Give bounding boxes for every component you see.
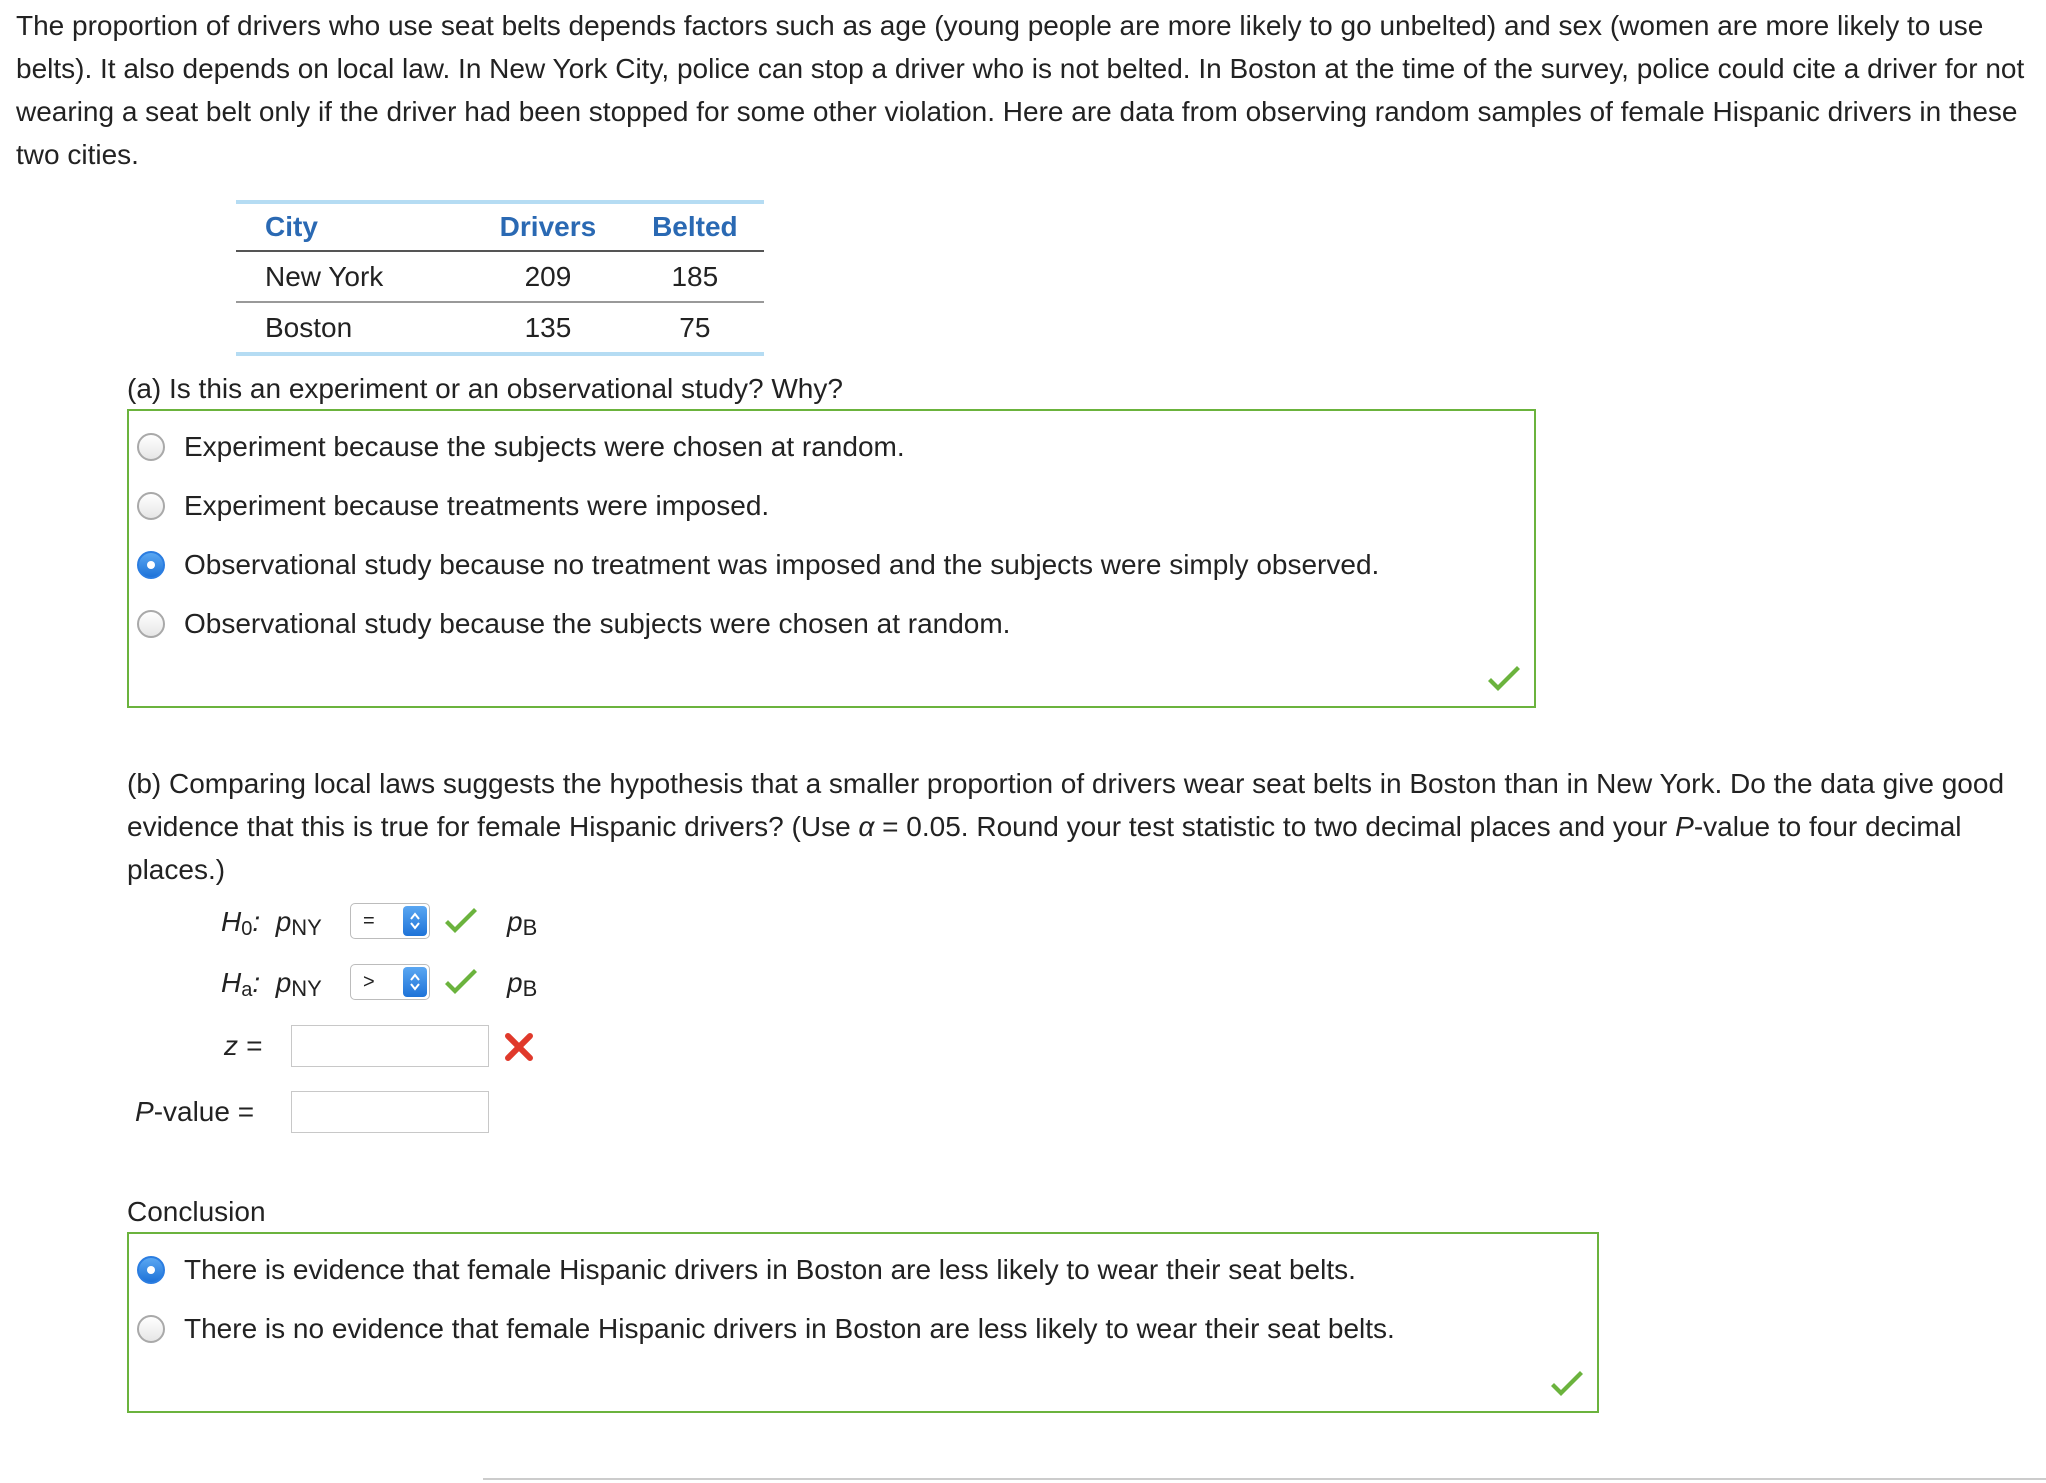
part-a-option-2[interactable] — [137, 488, 769, 524]
h0-rhs-subscript: B — [522, 915, 538, 940]
option-label: Observational study because the subjects were chosen at random. — [184, 608, 1011, 639]
part-a-answer-box — [127, 409, 1536, 708]
part-b-question-text-2: = 0.05. Round your test statistic to two decimal places and your — [874, 811, 1676, 842]
data-table — [236, 200, 764, 356]
option-label: Experiment because treatments were imposed. — [184, 490, 770, 521]
ha-lhs: p — [275, 967, 292, 998]
h0-lhs-subscript: NY — [291, 915, 322, 940]
table-cell: Boston — [265, 311, 353, 343]
table-row — [236, 251, 764, 302]
part-a-option-4[interactable] — [137, 606, 1010, 642]
option-label: There is no evidence that female Hispanic drivers in Boston are less likely to wear their seat belts. — [184, 1313, 1395, 1344]
ha-rhs-subscript: B — [522, 976, 538, 1001]
part-a-option-1[interactable] — [137, 429, 905, 465]
cross-icon — [504, 1032, 534, 1062]
divider — [483, 1478, 2046, 1480]
alpha-symbol: α — [858, 811, 875, 842]
h0-rhs-letter: p — [507, 906, 523, 937]
chevron-updown-icon — [403, 967, 427, 997]
h0-lhs: p — [275, 906, 292, 937]
table-row — [236, 302, 764, 354]
ha-lhs-subscript: NY — [291, 976, 322, 1001]
radio-button[interactable] — [137, 610, 165, 638]
table-cell: 185 — [626, 251, 764, 302]
check-icon — [443, 968, 479, 998]
check-icon — [1486, 665, 1522, 695]
z-label — [224, 1028, 262, 1064]
part-a-option-3[interactable] — [137, 547, 1379, 583]
ha-operator-select[interactable] — [350, 964, 430, 1000]
p-italic: P — [1675, 811, 1694, 842]
conclusion-option-1[interactable] — [137, 1252, 1356, 1288]
table-cell: 135 — [524, 311, 572, 343]
conclusion-option-2[interactable] — [137, 1311, 1395, 1347]
table-cell: New York — [236, 251, 470, 302]
ha-rhs-letter: p — [507, 967, 523, 998]
column-header-drivers: Drivers — [470, 202, 626, 251]
option-label: Experiment because the subjects were chosen at random. — [184, 431, 905, 462]
check-icon — [443, 907, 479, 937]
h0-operator-select[interactable] — [350, 903, 430, 939]
table-cell: 209 — [470, 251, 626, 302]
ha-operator-value: > — [363, 970, 375, 993]
part-a-question: (a) Is this an experiment or an observational study? Why? — [127, 373, 843, 404]
table-cell: 75 — [679, 311, 711, 343]
radio-button[interactable] — [137, 492, 165, 520]
p-value-input[interactable] — [291, 1091, 489, 1133]
option-label: There is evidence that female Hispanic drivers in Boston are less likely to wear their seat belts. — [184, 1254, 1356, 1285]
problem-statement: The proportion of drivers who use seat belts depends factors such as age (young people are more likely to go unbelted) and sex (women are more likely to use belts). It also depends on local law. In New York City, police can stop a driver who is not belted. In Boston at the time of the survey, police could cite a driver for not wearing a seat belt only if the driver had been stopped for some other violation. Here are data from observing random samples of female Hispanic drivers in these two cities. — [16, 10, 2025, 170]
conclusion-title: Conclusion — [127, 1196, 266, 1227]
ha-label: $H_a$: pNY — [221, 967, 322, 1001]
conclusion-answer-box — [127, 1232, 1599, 1413]
ha-letter: H — [221, 967, 242, 998]
p-value-label-text: -value = — [153, 1096, 255, 1127]
chevron-updown-icon — [403, 906, 427, 936]
h0-subscript: 0 — [241, 918, 253, 940]
check-icon — [1549, 1370, 1585, 1400]
ha-rhs — [507, 965, 537, 1007]
table-header-row — [236, 202, 764, 251]
column-header-belted: Belted — [626, 202, 764, 251]
part-b-question — [127, 762, 2027, 891]
part-b-question-text-3: -value to four decimal places.) — [127, 811, 1962, 885]
radio-button-selected[interactable] — [137, 1256, 165, 1284]
p-value-label — [135, 1094, 254, 1130]
radio-button[interactable] — [137, 1315, 165, 1343]
radio-button-selected[interactable] — [137, 551, 165, 579]
ha-subscript: a — [241, 979, 253, 1001]
radio-button[interactable] — [137, 433, 165, 461]
h0-rhs — [507, 904, 537, 946]
h0-label: $H_0$: pNY — [221, 906, 322, 940]
option-label: Observational study because no treatment was imposed and the subjects were simply observed. — [184, 549, 1380, 580]
p-value-label-italic: P — [135, 1096, 154, 1127]
column-header-city: City — [236, 202, 470, 251]
h0-operator-value: = — [363, 909, 375, 932]
h0-letter: H — [221, 906, 242, 937]
z-input[interactable] — [291, 1025, 489, 1067]
part-b-question-text-1: (b) Comparing local laws suggests the hypothesis that a smaller proportion of drivers wear seat belts in Boston than in New York. Do the data give good evidence that this is true for female Hispanic drivers? (Use — [127, 768, 2005, 842]
z-label-text: z = — [224, 1030, 263, 1061]
